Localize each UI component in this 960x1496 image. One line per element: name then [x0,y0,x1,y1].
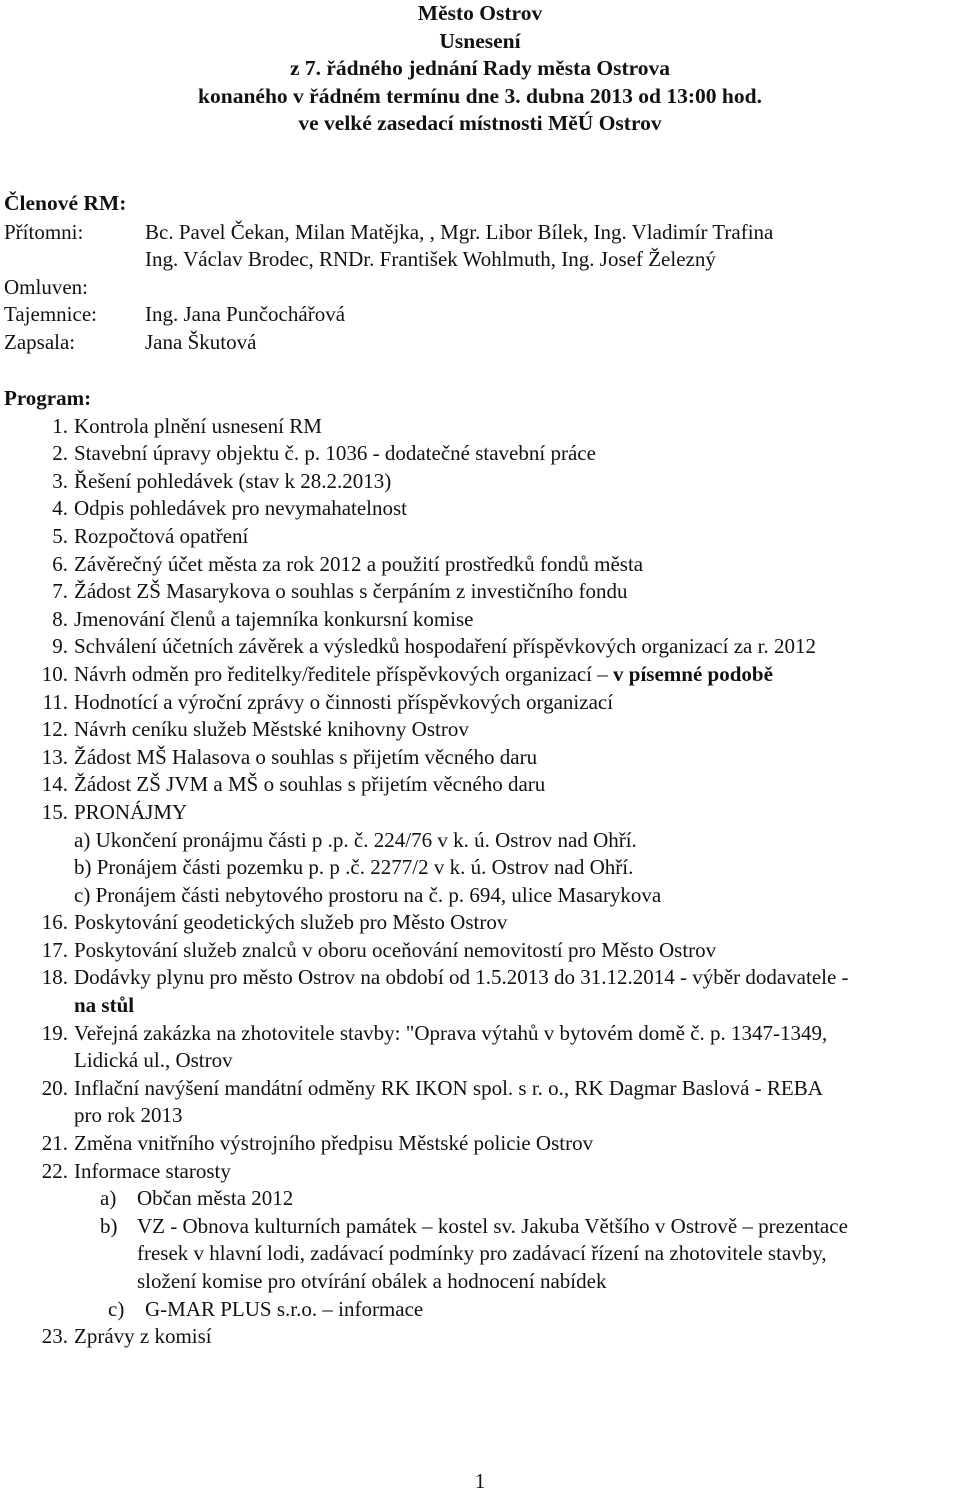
present-label: Přítomni: [4,219,84,244]
program-item [4,1158,954,1186]
item-text: Změna vnitřního výstrojního předpisu Městské policie Ostrov [74,1131,594,1156]
sub-item [4,1213,954,1241]
program-item [4,551,954,579]
sub-text: G-MAR PLUS s.r.o. – informace [145,1296,424,1321]
sub-item [4,1296,954,1324]
item-number: 22. [41,1158,68,1183]
page-number: 1 [474,1469,486,1493]
item-text: Schválení účetních závěrek a výsledků hospodaření příspěvkových organizací za r. 2012 [74,634,816,659]
item-number: 13. [41,744,68,769]
item-number: 15. [41,799,68,824]
members-title: Členové RM: [4,191,127,215]
recorder-row [4,329,954,357]
sub-letter: b) [100,1213,118,1238]
program-item [4,937,954,965]
item-number: 10. [41,661,68,686]
item-text: Stavební úpravy objektu č. p. 1036 - dodatečné stavební práce [74,441,596,466]
item-number: 17. [41,937,68,962]
program-item [4,440,954,468]
program-title: Program: [4,386,92,410]
present-line-2: Ing. Václav Brodec, RNDr. František Wohlmuth, Ing. Josef Železný [145,247,716,272]
program-item [4,661,954,689]
item-number: 21. [41,1131,68,1156]
item-number: 16. [41,910,68,935]
item-number: 8. [52,606,68,631]
item-text: Závěrečný účet města za rok 2012 a použití prostředků fondů města [74,551,644,576]
sub-item: b) Pronájem části pozemku p. p .č. 2277/2 v k. ú. Ostrov nad Ohří. [74,855,634,880]
item-text: Lidická ul., Ostrov [74,1048,233,1073]
program-item [4,964,954,992]
sub-text: složení komise pro otvírání obálek a hodnocení nabídek [137,1269,607,1293]
document-header [0,0,960,138]
item-text: Řešení pohledávek (stav k 28.2.2013) [74,468,392,493]
item-text: Poskytování služeb znalců v oboru oceňování nemovitostí pro Město Ostrov [74,937,717,962]
item-text-plain: Návrh odměn pro ředitelky/ředitele příspěvkových organizací – [74,661,614,686]
item-number: 12. [41,717,68,742]
item-number: 1. [52,413,68,438]
recorder-label: Zapsala: [4,329,76,354]
program-item [4,1075,954,1103]
members-section [4,190,954,356]
item-number: 4. [52,496,68,521]
recorder-value: Jana Škutová [145,329,257,354]
program-item [4,633,954,661]
secretary-row [4,301,954,329]
item-number: 2. [52,441,68,466]
program-item [4,689,954,717]
program-item [4,606,954,634]
item-text: Odpis pohledávek pro nevymahatelnost [74,496,408,521]
item-text: Rozpočtová opatření [74,523,249,548]
sub-item: a) Ukončení pronájmu části p .p. č. 224/76 v k. ú. Ostrov nad Ohří. [74,827,637,852]
item-text: Hodnotící a výroční zprávy o činnosti příspěvkových organizací [74,689,614,714]
item-text: Poskytování geodetických služeb pro Město Ostrov [74,910,508,935]
item-text: Zprávy z komisí [74,1324,212,1349]
item-text: Inflační navýšení mandátní odměny RK IKON spol. s r. o., RK Dagmar Baslová - REBA [74,1075,823,1100]
program-item-continued [4,1102,954,1130]
item-number: 11. [42,689,68,714]
item-text: Jmenování členů a tajemníka konkursní komise [74,606,474,631]
item-text: Žádost ZŠ JVM a MŠ o souhlas s přijetím věcného daru [74,772,546,797]
item-text: Veřejná zakázka na zhotovitele stavby: "Oprava výtahů v bytovém domě č. p. 1347-1349, [74,1020,828,1045]
item-number: 20. [41,1075,68,1100]
header-city: Město Ostrov [417,1,543,25]
item-text: Žádost MŠ Halasova o souhlas s přijetím věcného daru [74,744,538,769]
program-item [4,495,954,523]
program-item [4,909,954,937]
header-resolution: Usnesení [439,28,521,53]
item-text-bold: v písemné podobě [613,661,773,686]
excused-label: Omluven: [4,274,88,299]
program-item [4,578,954,606]
program-item [4,771,954,799]
excused-row [4,274,954,302]
header-meeting: z 7. řádného jednání Rady města Ostrova [289,56,671,80]
item-text [74,992,954,1020]
item-number: 5. [52,523,68,548]
secretary-value: Ing. Jana Punčochářová [145,302,346,327]
program-item [4,1020,954,1048]
present-row-2 [4,246,954,274]
sub-item: c) Pronájem části nebytového prostoru na č. p. 694, ulice Masarykova [74,882,662,907]
header-date: konaného v řádném termínu dne 3. dubna 2013 od 13:00 hod. [198,83,762,108]
program-item [4,716,954,744]
program-item [4,413,954,441]
program-item [4,744,954,772]
program-item [4,523,954,551]
sub-text: VZ - Obnova kulturních památek – kostel sv. Jakuba Většího v Ostrově – prezentace [137,1213,848,1238]
item-number: 9. [52,634,68,659]
sub-item [4,1185,954,1213]
item-number: 3. [52,468,68,493]
header-location: ve velké zasedací místnosti MěÚ Ostrov [298,111,662,135]
item-text: Žádost ZŠ Masarykova o souhlas s čerpáním z investičního fondu [74,579,628,604]
item-text: PRONÁJMY [74,799,188,824]
item-text: Návrh ceníku služeb Městské knihovny Ostrov [74,717,469,742]
program-item [4,1130,954,1158]
sub-item-continued [4,1240,954,1268]
program-item-continued [4,992,954,1020]
item-text: Dodávky plynu pro město Ostrov na období od 1.5.2013 do 31.12.2014 - výběr dodavatele - [74,965,849,990]
program-item [4,1323,954,1351]
item-text: Informace starosty [74,1158,231,1183]
item-text: pro rok 2013 [74,1103,183,1128]
item-number: 23. [41,1324,68,1349]
item-number: 18. [41,965,68,990]
present-row [4,219,954,247]
sub-text: Občan města 2012 [137,1186,294,1211]
item-number: 14. [41,772,68,797]
program-item [4,468,954,496]
item-text [74,661,954,689]
secretary-label: Tajemnice: [4,302,97,327]
present-line-1: Bc. Pavel Čekan, Milan Matějka, , Mgr. Libor Bílek, Ing. Vladimír Trafina [145,219,774,244]
sub-text: fresek v hlavní lodi, zadávací podmínky pro zadávací řízení na zhotovitele stavby, [137,1241,827,1266]
item-text-bold: na stůl [74,993,135,1018]
program-item [4,799,954,827]
item-number: 7. [52,579,68,604]
item-number: 19. [41,1020,68,1045]
item-number: 6. [52,551,68,576]
item-text: Kontrola plnění usnesení RM [74,413,322,438]
program-section [4,385,954,1351]
sub-letter: a) [100,1186,117,1211]
sub-letter: c) [108,1296,125,1321]
sub-item-continued [4,1268,954,1296]
program-item-continued [4,1047,954,1075]
